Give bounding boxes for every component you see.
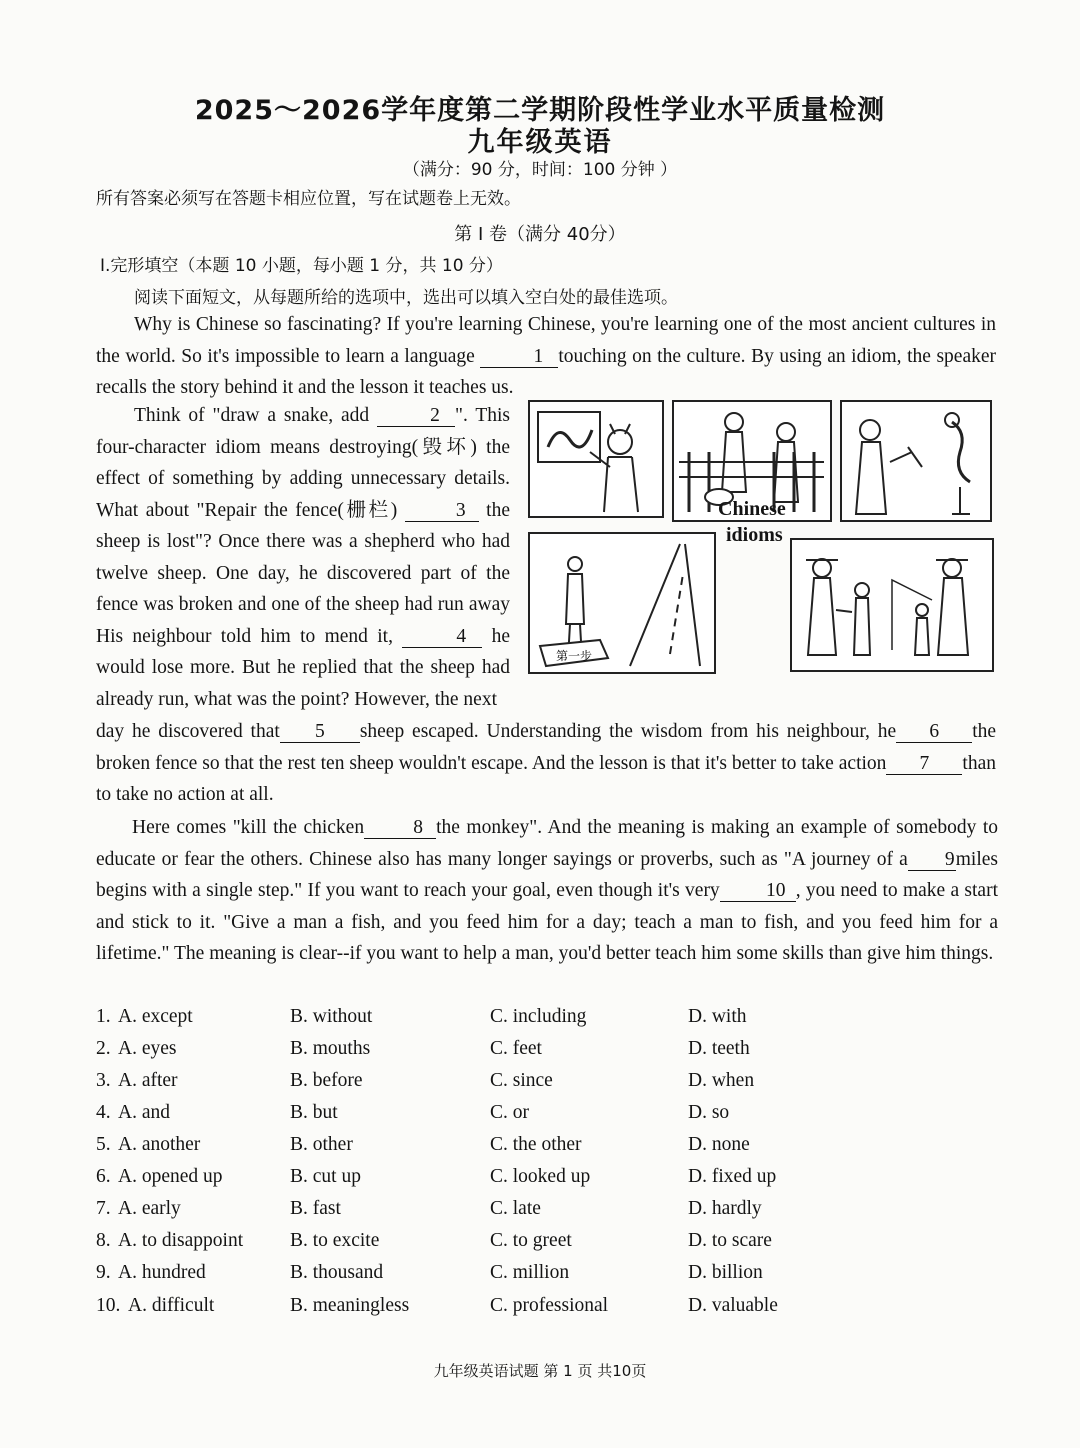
option-b[interactable]: B. cut up — [290, 1166, 361, 1187]
option-b[interactable]: B. without — [290, 1006, 373, 1027]
option-c[interactable]: C. or — [490, 1102, 529, 1123]
option-row-8 — [96, 1230, 996, 1260]
option-b[interactable]: B. other — [290, 1134, 353, 1155]
option-num: 9. — [96, 1262, 111, 1283]
option-c[interactable]: C. professional — [490, 1295, 609, 1316]
option-row-9 — [96, 1262, 996, 1292]
passage-text: Here comes "kill the chicken — [132, 817, 365, 838]
passage-text: day he discovered that — [96, 721, 280, 742]
section-heading: 第 I 卷（满分 40分） — [454, 224, 626, 245]
option-num: 1. — [96, 1006, 111, 1027]
option-b[interactable]: B. mouths — [290, 1038, 371, 1059]
option-row-6 — [96, 1166, 996, 1196]
passage-text: sheep escaped. Understanding the wisdom from his neighbour, he — [359, 721, 897, 742]
passage-text: , you need to make a start and stick to it. "Give a man a fish, and you feed him for a day; teach a man to fish, and you feed him for a lifetime." The meaning is clear--if you want to help a man, you'd better teach him some skills than give him things. — [96, 880, 998, 964]
option-row-5 — [96, 1134, 996, 1164]
passage-text: Why is Chinese so fascinating? If you're learning Chinese, you're learning one of the most ancient cultures in the world. So it's impossible to learn a language — [96, 314, 996, 367]
option-row-3 — [96, 1070, 996, 1100]
option-row-7 — [96, 1198, 996, 1228]
paragraph-4 — [96, 812, 998, 970]
option-d[interactable]: D. so — [688, 1102, 730, 1123]
passage-text: miles begins with a single step." If you want to reach your goal, even though it's very — [96, 848, 998, 901]
option-d[interactable]: D. when — [688, 1070, 755, 1091]
fishing-icon — [792, 540, 992, 670]
option-a[interactable]: A. opened up — [118, 1166, 223, 1187]
paragraph-2 — [96, 400, 510, 715]
option-b[interactable]: B. to excite — [290, 1230, 380, 1251]
blank-1: 1 — [480, 347, 558, 368]
option-num: 4. — [96, 1102, 111, 1123]
option-b[interactable]: B. thousand — [290, 1262, 384, 1283]
option-d[interactable]: D. none — [688, 1134, 750, 1155]
option-a[interactable]: A. except — [118, 1006, 193, 1027]
passage-text: Think of "draw a snake, add — [134, 405, 377, 426]
option-num: 3. — [96, 1070, 111, 1091]
option-d[interactable]: D. fixed up — [688, 1166, 777, 1187]
option-b[interactable]: B. but — [290, 1102, 338, 1123]
option-a[interactable]: A. and — [118, 1102, 170, 1123]
chicken-monkey-icon — [842, 402, 990, 520]
option-c[interactable]: C. since — [490, 1070, 553, 1091]
blank-5: 5 — [280, 722, 360, 743]
road-icon — [530, 534, 714, 672]
blank-2: 2 — [377, 406, 455, 427]
option-num: 7. — [96, 1198, 111, 1219]
passage-text: the broken fence so that the rest ten sheep wouldn't escape. And the lesson is that it's better to take action — [96, 721, 997, 774]
option-row-4 — [96, 1102, 996, 1132]
option-a[interactable]: A. eyes — [118, 1038, 177, 1059]
paragraph-1 — [96, 309, 996, 404]
option-b[interactable]: B. before — [290, 1070, 363, 1091]
part-title: I.完形填空（本题 10 小题，每小题 1 分，共 10 分） — [100, 256, 503, 276]
option-c[interactable]: C. million — [490, 1262, 570, 1283]
option-d[interactable]: D. billion — [688, 1262, 763, 1283]
option-row-1 — [96, 1006, 996, 1036]
road-sign-text: 第一步 — [556, 649, 593, 663]
option-b[interactable]: B. meaningless — [290, 1295, 410, 1316]
paragraph-3 — [96, 716, 996, 811]
option-a[interactable]: A. to disappoint — [118, 1230, 244, 1251]
option-a[interactable]: A. difficult — [128, 1295, 215, 1316]
option-d[interactable]: D. with — [688, 1006, 747, 1027]
option-c[interactable]: C. the other — [490, 1134, 582, 1155]
option-a[interactable]: A. after — [118, 1070, 178, 1091]
option-row-10 — [96, 1295, 996, 1325]
option-row-2 — [96, 1038, 996, 1068]
chicken-monkey-panel — [840, 400, 992, 522]
option-d[interactable]: D. valuable — [688, 1295, 778, 1316]
blank-7: 7 — [886, 754, 962, 775]
passage-text: the sheep is lost"? Once there was a shepherd who had twelve sheep. One day, he discovered part of the fence was broken and one of the sheep had run away His neighbour told him to mend it, — [96, 499, 511, 647]
blank-6: 6 — [896, 722, 972, 743]
option-num: 10. — [96, 1295, 121, 1316]
option-a[interactable]: A. another — [118, 1134, 201, 1155]
fishing-panel — [790, 538, 994, 672]
option-d[interactable]: D. hardly — [688, 1198, 762, 1219]
option-d[interactable]: D. to scare — [688, 1230, 772, 1251]
exam-subtitle: 九年级英语 — [467, 127, 613, 158]
option-d[interactable]: D. teeth — [688, 1038, 750, 1059]
blank-9: 9 — [908, 850, 956, 871]
blank-10: 10 — [720, 881, 796, 902]
journey-first-step-panel — [528, 532, 716, 674]
option-num: 2. — [96, 1038, 111, 1059]
exam-info: （满分：90 分，时间：100 分钟 ） — [402, 160, 678, 180]
option-num: 6. — [96, 1166, 111, 1187]
option-a[interactable]: A. early — [118, 1198, 181, 1219]
blank-8: 8 — [364, 818, 436, 839]
notice: 所有答案必须写在答题卡相应位置，写在试题卷上无效。 — [96, 189, 521, 209]
option-num: 8. — [96, 1230, 111, 1251]
option-c[interactable]: C. looked up — [490, 1166, 591, 1187]
passage-text: touching on the culture. By using an idiom, the speaker recalls the story behind it and the lesson it teaches us. — [96, 345, 996, 398]
option-c[interactable]: C. including — [490, 1006, 587, 1027]
figure-label-idioms: idioms — [726, 524, 783, 546]
exam-title: 2025～2026学年度第二学期阶段性学业水平质量检测 — [194, 95, 886, 126]
passage-text: ". This four-character idiom means destroying(毁坏) the effect of something by adding unnecessary details. What about "Repair the fence(栅栏) — [96, 405, 510, 521]
passage-text: the monkey". And the meaning is making an example of somebody to educate or fear the others. Chinese also has many longer sayings or proverbs, such as "A journey of a — [96, 817, 998, 870]
blank-3: 3 — [405, 501, 479, 522]
instruction: 阅读下面短文，从每题所给的选项中，选出可以填入空白处的最佳选项。 — [134, 288, 678, 308]
snake-drawing-panel — [528, 400, 664, 518]
figure-label-chinese: Chinese — [718, 498, 786, 520]
option-b[interactable]: B. fast — [290, 1198, 341, 1219]
page-footer: 九年级英语试题 第 1 页 共10页 — [433, 1362, 647, 1380]
passage-text: than to take no action at all. — [96, 752, 996, 805]
option-num: 5. — [96, 1134, 111, 1155]
option-c[interactable]: C. to greet — [490, 1230, 572, 1251]
idioms-illustration — [528, 400, 1000, 706]
blank-4: 4 — [402, 627, 482, 648]
option-a[interactable]: A. hundred — [118, 1262, 206, 1283]
snake-drawing-icon — [530, 402, 662, 516]
passage-text: he would lose more. But he replied that the sheep had already run, what was the point? However, the next — [96, 625, 511, 710]
option-c[interactable]: C. feet — [490, 1038, 542, 1059]
option-c[interactable]: C. late — [490, 1198, 541, 1219]
